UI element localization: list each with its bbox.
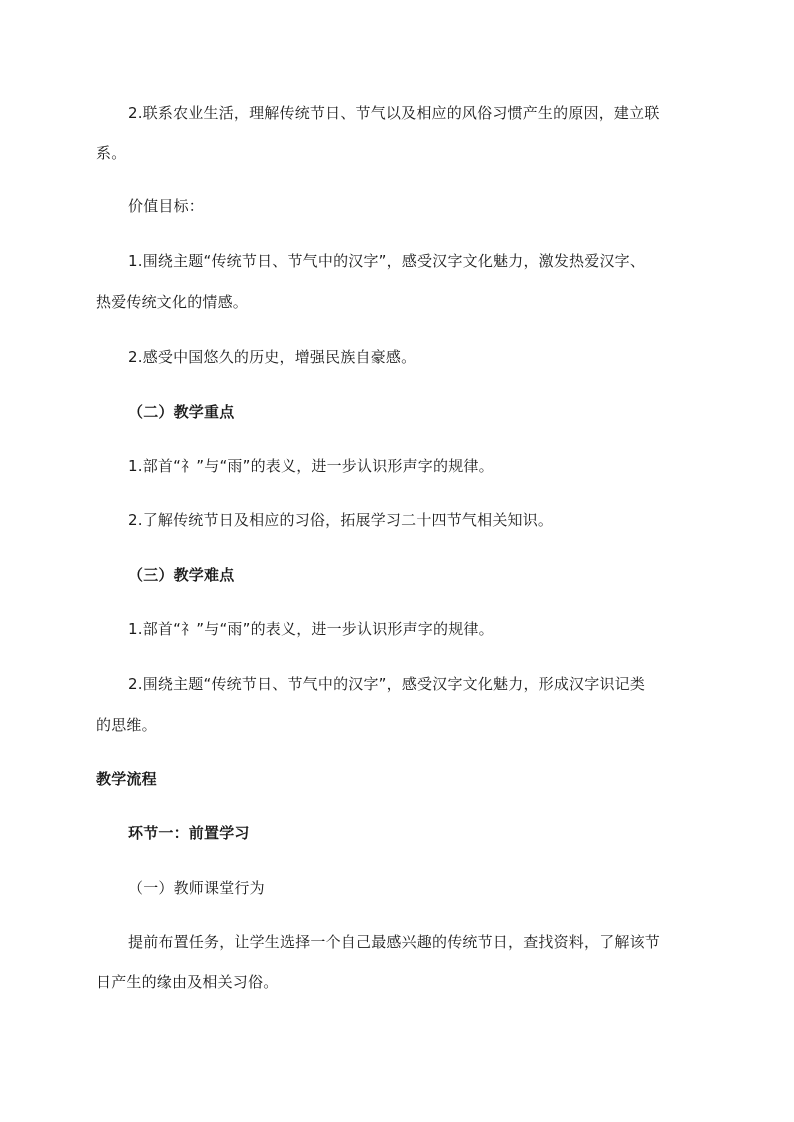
paragraph-line: 1.部首“礻”与“雨”的表义，进一步认识形声字的规律。 <box>128 620 494 638</box>
flow-heading: 教学流程 <box>96 770 157 788</box>
paragraph-line: 2.感受中国悠久的历史，增强民族自豪感。 <box>128 348 417 366</box>
paragraph-line: 的思维。 <box>96 716 157 734</box>
key-points-heading: （二）教学重点 <box>128 403 235 421</box>
paragraph-line: 2.联系农业生活，理解传统节日、节气以及相应的风俗习惯产生的原因，建立联 <box>128 104 660 122</box>
step1-heading: 环节一：前置学习 <box>128 824 250 842</box>
paragraph-line: 日产生的缘由及相关习俗。 <box>96 973 279 991</box>
paragraph-line: 1.围绕主题“传统节日、节气中的汉字”，感受汉字文化魅力，激发热爱汉字、 <box>128 252 646 270</box>
difficulties-heading: （三）教学难点 <box>128 566 235 584</box>
paragraph-line: 系。 <box>96 144 127 162</box>
paragraph-line: 热爱传统文化的情感。 <box>96 293 249 311</box>
paragraph-line: 2.围绕主题“传统节日、节气中的汉字”，感受汉字文化魅力，形成汉字识记类 <box>128 675 646 693</box>
teacher-behavior-heading: （一）教师课堂行为 <box>128 879 265 897</box>
paragraph-line: 2.了解传统节日及相应的习俗，拓展学习二十四节气相关知识。 <box>128 511 554 529</box>
value-goal-heading: 价值目标： <box>128 197 205 215</box>
paragraph-line: 1.部首“礻”与“雨”的表义，进一步认识形声字的规律。 <box>128 457 494 475</box>
paragraph-line: 提前布置任务，让学生选择一个自己最感兴趣的传统节日，查找资料，了解该节 <box>128 933 661 951</box>
